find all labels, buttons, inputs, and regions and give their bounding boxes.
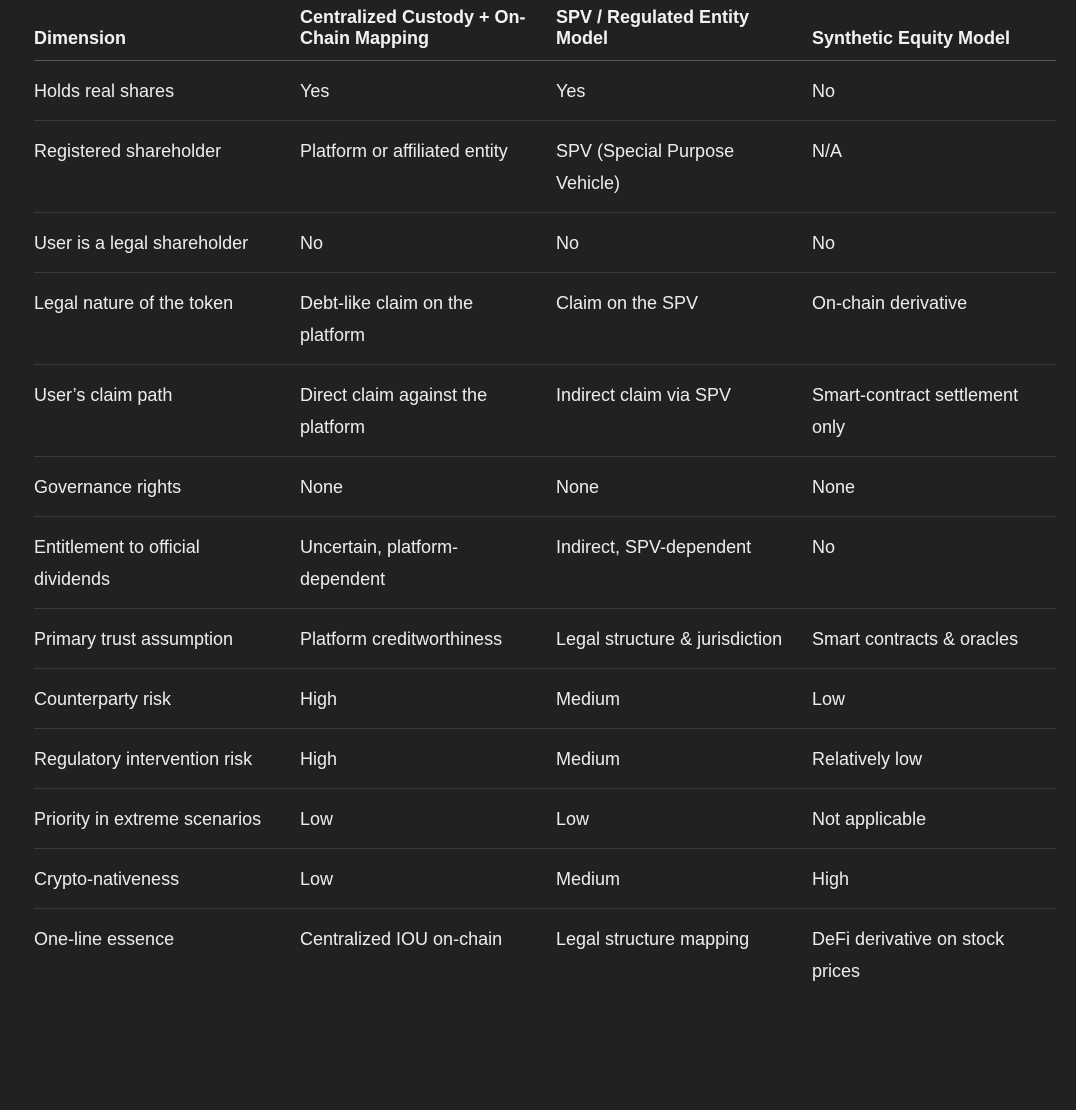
cell-centralized: Low bbox=[300, 849, 556, 909]
table-row bbox=[34, 609, 1056, 669]
cell-spv: Medium bbox=[556, 729, 812, 789]
cell-synthetic: DeFi derivative on stock prices bbox=[812, 929, 1005, 981]
table-row bbox=[34, 365, 1056, 457]
header-row bbox=[34, 0, 1056, 61]
cell-dimension: Holds real shares bbox=[34, 61, 300, 121]
cell-centralized: Yes bbox=[300, 61, 556, 121]
cell-synthetic: Smart-contract settlement only bbox=[812, 365, 1056, 457]
cell-synthetic: No bbox=[812, 517, 1056, 609]
cell-synthetic: On-chain derivative bbox=[812, 273, 1056, 365]
cell-centralized: No bbox=[300, 213, 556, 273]
cell-synthetic: No bbox=[812, 213, 1056, 273]
cell-dimension: Counterparty risk bbox=[34, 669, 300, 729]
cell-synthetic: N/A bbox=[812, 121, 1056, 213]
cell-dimension: Entitlement to official dividends bbox=[34, 517, 300, 609]
cell-spv: Indirect, SPV-dependent bbox=[556, 517, 812, 609]
header-dimension bbox=[34, 0, 300, 61]
cell-centralized: Low bbox=[300, 789, 556, 849]
cell-dimension: User is a legal shareholder bbox=[34, 213, 300, 273]
cell-dimension: Crypto-nativeness bbox=[34, 849, 300, 909]
cell-spv: Medium bbox=[556, 849, 812, 909]
cell-spv: Indirect claim via SPV bbox=[556, 365, 812, 457]
table-row bbox=[34, 849, 1056, 909]
cell-dimension: Registered shareholder bbox=[34, 121, 300, 213]
table-row bbox=[34, 789, 1056, 849]
cell-synthetic: No bbox=[812, 61, 1056, 121]
cell-spv: Yes bbox=[556, 61, 812, 121]
cell-spv: Low bbox=[556, 789, 812, 849]
cell-centralized: Direct claim against the platform bbox=[300, 365, 556, 457]
cell-synthetic: Low bbox=[812, 669, 1056, 729]
table-row bbox=[34, 213, 1056, 273]
table-row bbox=[34, 909, 1056, 1001]
cell-dimension: Legal nature of the token bbox=[34, 273, 300, 365]
cell-centralized: Platform or affiliated entity bbox=[300, 121, 556, 213]
cell-dimension: Regulatory intervention risk bbox=[34, 729, 300, 789]
table-row bbox=[34, 457, 1056, 517]
cell-synthetic: Relatively low bbox=[812, 729, 1056, 789]
cell-centralized: High bbox=[300, 729, 556, 789]
cell-spv: Legal structure mapping bbox=[556, 929, 750, 949]
cell-centralized: Platform creditworthiness bbox=[300, 609, 556, 669]
header-spv-model bbox=[556, 0, 812, 61]
cell-dimension: Priority in extreme scenarios bbox=[34, 789, 300, 849]
table-header bbox=[34, 0, 1056, 61]
cell-synthetic: Not applicable bbox=[812, 789, 1056, 849]
table-row bbox=[34, 273, 1056, 365]
comparison-table bbox=[34, 0, 1056, 1000]
table-body bbox=[34, 61, 1056, 1001]
cell-dimension: Governance rights bbox=[34, 457, 300, 517]
table-row bbox=[34, 729, 1056, 789]
table-row bbox=[34, 669, 1056, 729]
cell-dimension: User’s claim path bbox=[34, 365, 300, 457]
cell-centralized: Uncertain, platform-dependent bbox=[300, 517, 556, 609]
table-row bbox=[34, 121, 1056, 213]
cell-spv: Medium bbox=[556, 669, 812, 729]
header-centralized-custody bbox=[300, 0, 556, 61]
header-label: SPV / Regulated Entity Model bbox=[556, 7, 750, 48]
comparison-table-container bbox=[34, 0, 1056, 1000]
header-synthetic-equity bbox=[812, 0, 1056, 61]
cell-dimension: One-line essence bbox=[34, 929, 175, 949]
header-label: Dimension bbox=[34, 28, 127, 48]
cell-spv: Claim on the SPV bbox=[556, 273, 812, 365]
header-label: Synthetic Equity Model bbox=[812, 28, 1011, 48]
cell-spv: None bbox=[556, 457, 812, 517]
cell-spv: No bbox=[556, 213, 812, 273]
cell-centralized: High bbox=[300, 669, 556, 729]
cell-dimension: Primary trust assumption bbox=[34, 609, 300, 669]
cell-spv: Legal structure & jurisdiction bbox=[556, 609, 812, 669]
cell-synthetic: None bbox=[812, 457, 1056, 517]
cell-centralized: Debt-like claim on the platform bbox=[300, 273, 556, 365]
cell-centralized: None bbox=[300, 457, 556, 517]
cell-spv: SPV (Special Purpose Vehicle) bbox=[556, 121, 812, 213]
header-label: Centralized Custody + On-Chain Mapping bbox=[300, 7, 526, 48]
cell-synthetic: High bbox=[812, 849, 1056, 909]
cell-centralized: Centralized IOU on-chain bbox=[300, 929, 503, 949]
table-row bbox=[34, 61, 1056, 121]
cell-synthetic: Smart contracts & oracles bbox=[812, 609, 1056, 669]
table-row bbox=[34, 517, 1056, 609]
